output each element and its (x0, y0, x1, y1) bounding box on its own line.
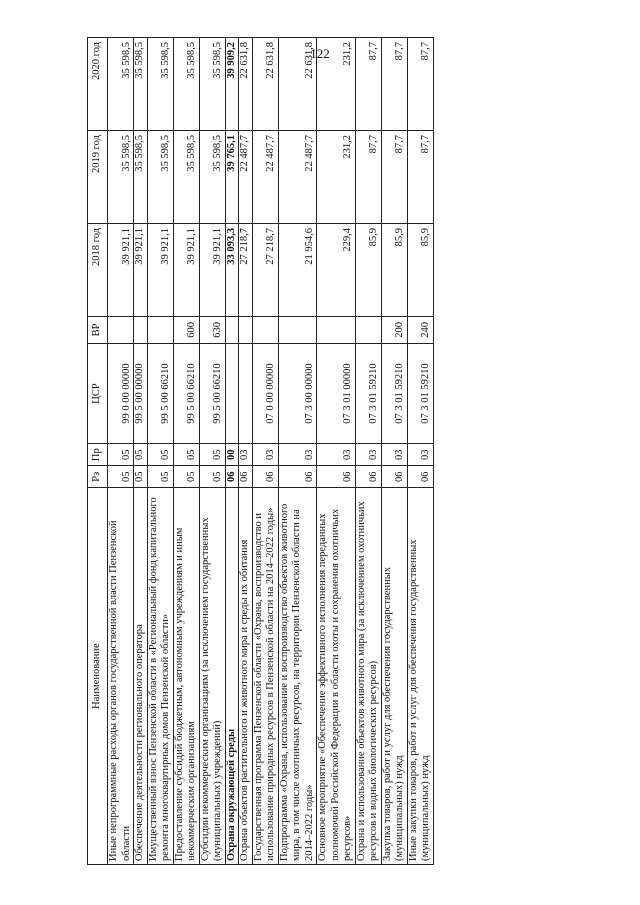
budget-table (87, 37, 434, 865)
cell-name: Подпрограмма «Охрана, использование и воспроизводство объектов животного мира, в том числе охотничьих ресурсов, на территории Пензенской области на 2014–2022 годы» (278, 488, 317, 865)
table-body (108, 38, 434, 865)
cell-csr: 99 5 00 66210 (173, 343, 199, 443)
table-row (199, 38, 225, 865)
cell-vr (147, 316, 173, 343)
cell-2020: 35 598,5 (147, 38, 173, 131)
page-number: 122 (310, 46, 330, 61)
cell-rz: 06 (239, 466, 253, 488)
table-row (147, 38, 173, 865)
table-row (252, 38, 278, 865)
cell-2019: 87,7 (407, 131, 433, 224)
cell-2019: 22 487,7 (252, 131, 278, 224)
cell-rz: 05 (134, 466, 148, 488)
cell-pr: 00 (225, 444, 239, 466)
cell-2020: 87,7 (407, 38, 433, 131)
cell-name: Основное мероприятие «Обеспечение эффективного исполнения переданных полномочий Российской Федерации в области охоты и сохранения охотничьих ресурсов» (317, 488, 356, 865)
cell-name: Охрана окружающей среды (225, 488, 239, 865)
table-row (317, 38, 356, 865)
table-row (355, 38, 381, 865)
cell-2018: 85,9 (355, 223, 381, 316)
cell-rz: 05 (108, 466, 134, 488)
cell-2019: 35 598,5 (108, 131, 134, 224)
cell-pr: 03 (252, 444, 278, 466)
cell-rz: 06 (381, 466, 407, 488)
cell-2018: 27 218,7 (252, 223, 278, 316)
cell-csr: 07 3 01 00000 (317, 343, 356, 443)
cell-csr: 07 0 00 00000 (252, 343, 278, 443)
cell-2020: 231,2 (317, 38, 356, 131)
cell-csr: 07 3 01 59210 (381, 343, 407, 443)
cell-pr: 03 (278, 444, 317, 466)
header-rz: Рз (88, 466, 108, 488)
cell-vr (134, 316, 148, 343)
cell-2018: 39 921,1 (173, 223, 199, 316)
cell-pr: 03 (239, 444, 253, 466)
cell-pr: 03 (317, 444, 356, 466)
cell-name: Иные непрограммные расходы органов государственной власти Пензенской области (108, 488, 134, 865)
cell-2020: 35 598,5 (108, 38, 134, 131)
cell-2020: 22 631,8 (239, 38, 253, 131)
table-row (134, 38, 148, 865)
cell-2020: 87,7 (381, 38, 407, 131)
cell-2018: 39 921,1 (199, 223, 225, 316)
cell-name: Предоставление субсидий бюджетным, автономным учреждениям и иным некоммерческим организациям (173, 488, 199, 865)
cell-2018: 39 921,1 (108, 223, 134, 316)
cell-2019: 22 487,7 (278, 131, 317, 224)
cell-2018: 33 093,3 (225, 223, 239, 316)
cell-rz: 06 (225, 466, 239, 488)
cell-rz: 05 (147, 466, 173, 488)
table-row (108, 38, 134, 865)
cell-2019: 35 598,5 (134, 131, 148, 224)
table-row (225, 38, 239, 865)
cell-rz: 06 (317, 466, 356, 488)
cell-vr: 600 (173, 316, 199, 343)
cell-2019: 87,7 (355, 131, 381, 224)
cell-2020: 22 631,8 (252, 38, 278, 131)
header-name: Наименование (88, 488, 108, 865)
cell-pr: 05 (147, 444, 173, 466)
cell-2019: 22 487,7 (239, 131, 253, 224)
cell-csr: 99 5 00 00000 (134, 343, 148, 443)
header-pr: Пр (88, 444, 108, 466)
cell-vr (317, 316, 356, 343)
header-2020: 2020 год (88, 38, 108, 131)
cell-pr: 05 (173, 444, 199, 466)
cell-2019: 87,7 (381, 131, 407, 224)
cell-2020: 35 598,5 (173, 38, 199, 131)
cell-csr: 99 5 00 66210 (147, 343, 173, 443)
cell-2018: 21 954,6 (278, 223, 317, 316)
cell-rz: 05 (173, 466, 199, 488)
cell-2019: 35 598,5 (173, 131, 199, 224)
cell-2019: 231,2 (317, 131, 356, 224)
header-vr: ВР (88, 316, 108, 343)
cell-2019: 39 765,1 (225, 131, 239, 224)
cell-pr: 03 (381, 444, 407, 466)
cell-rz: 06 (355, 466, 381, 488)
cell-name: Субсидии некоммерческим организациям (за исключением государственных (муниципальных) учреждений) (199, 488, 225, 865)
cell-vr: 240 (407, 316, 433, 343)
header-csr: ЦСР (88, 343, 108, 443)
cell-rz: 06 (407, 466, 433, 488)
cell-pr: 05 (199, 444, 225, 466)
cell-2020: 35 598,5 (134, 38, 148, 131)
header-2019: 2019 год (88, 131, 108, 224)
cell-csr: 07 3 01 59210 (355, 343, 381, 443)
rotated-table-container (87, 37, 542, 865)
cell-2018: 85,9 (407, 223, 433, 316)
cell-rz: 06 (252, 466, 278, 488)
cell-name: Охрана и использование объектов животного мира (за исключением охотничьих ресурсов и водных биологических ресурсов) (355, 488, 381, 865)
cell-2019: 35 598,5 (147, 131, 173, 224)
cell-2019: 35 598,5 (199, 131, 225, 224)
cell-csr: 99 0 00 00000 (108, 343, 134, 443)
cell-vr: 630 (199, 316, 225, 343)
cell-csr: 07 3 01 59210 (407, 343, 433, 443)
cell-vr (252, 316, 278, 343)
cell-vr (225, 316, 239, 343)
table-row (381, 38, 407, 865)
cell-2018: 85,9 (381, 223, 407, 316)
cell-name: Государственная программа Пензенской области «Охрана, воспроизводство и использование природных ресурсов в Пензенской области на 2014–2022 годы» (252, 488, 278, 865)
table-header-row (88, 38, 108, 865)
cell-2020: 39 909,2 (225, 38, 239, 131)
cell-pr: 05 (134, 444, 148, 466)
cell-rz: 05 (199, 466, 225, 488)
cell-2020: 87,7 (355, 38, 381, 131)
cell-vr (108, 316, 134, 343)
table-row (407, 38, 433, 865)
cell-csr: 07 3 00 00000 (278, 343, 317, 443)
cell-vr (278, 316, 317, 343)
cell-vr (355, 316, 381, 343)
cell-name: Имущественный взнос Пензенской области в «Региональный фонд капитального ремонта многоквартирных домов Пензенской области» (147, 488, 173, 865)
table-row (173, 38, 199, 865)
table-row (278, 38, 317, 865)
cell-pr: 05 (108, 444, 134, 466)
cell-2018: 27 218,7 (239, 223, 253, 316)
cell-2020: 35 598,5 (199, 38, 225, 131)
cell-csr (239, 343, 253, 443)
cell-2020: 22 631,8 (278, 38, 317, 131)
cell-2018: 39 921,1 (134, 223, 148, 316)
cell-name: Закупка товаров, работ и услуг для обеспечения государственных (муниципальных) нужд (381, 488, 407, 865)
cell-2018: 229,4 (317, 223, 356, 316)
cell-pr: 03 (407, 444, 433, 466)
table-row (239, 38, 253, 865)
cell-vr (239, 316, 253, 343)
cell-csr: 99 5 00 66210 (199, 343, 225, 443)
cell-2018: 39 921,1 (147, 223, 173, 316)
header-2018: 2018 год (88, 223, 108, 316)
cell-name: Обеспечение деятельности регионального оператора (134, 488, 148, 865)
cell-vr: 200 (381, 316, 407, 343)
cell-rz: 06 (278, 466, 317, 488)
cell-name: Иные закупки товаров, работ и услуг для обеспечения государственных (муниципальных) нужд (407, 488, 433, 865)
cell-name: Охрана объектов растительного и животного мира и среды их обитания (239, 488, 253, 865)
cell-pr: 03 (355, 444, 381, 466)
cell-csr (225, 343, 239, 443)
